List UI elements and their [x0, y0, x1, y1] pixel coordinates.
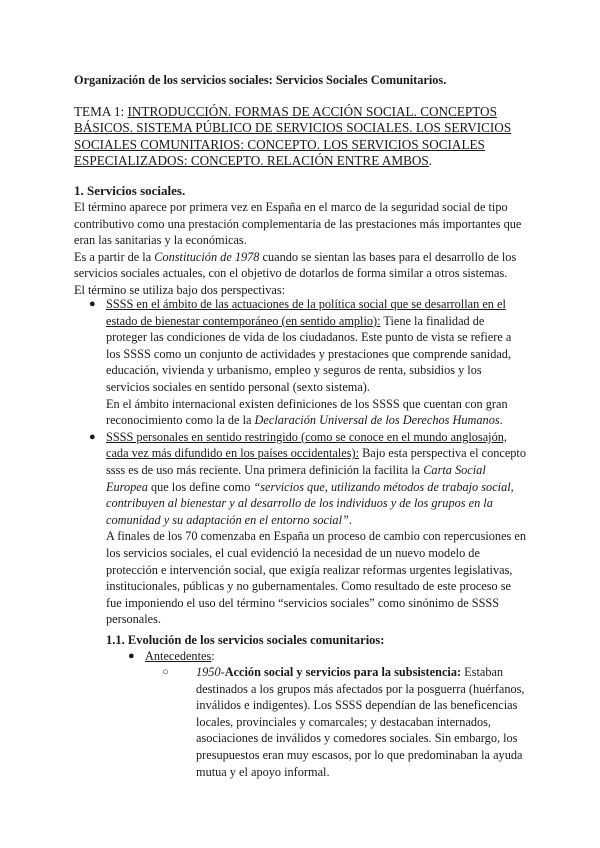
antecedentes-sublist	[162, 664, 526, 780]
section-1-heading: 1. Servicios sociales.	[74, 183, 186, 198]
circle-bullet-icon: ○	[162, 666, 169, 678]
item-1950-text	[196, 664, 526, 780]
tema-title: INTRODUCCIÓN. FORMAS DE ACCIÓN SOCIAL. CONCEPTOS BÁSICOS. SISTEMA PÚBLICO DE SERVICIOS SOCIALES. LOS SERVICIOS SOCIALES COMUNITARIOS: CONCEPTO. LOS SERVICIOS SOCIALES ESPECIALIZADOS: CONCEPTO. RELACIÓN ENTRE AMBOS	[74, 104, 512, 169]
perspective-2-title: SSSS personales en sentido restringido (como se conoce en el mundo anglosajón, cada vez más difundido en los países occidentales):	[106, 429, 507, 461]
bullet-icon: ●	[89, 298, 96, 310]
list-item	[89, 429, 526, 628]
tema-suffix: .	[428, 153, 433, 169]
perspective-1-body: Tiene la finalidad de proteger las condiciones de vida de los ciudadanos. Este punto de vista se refiere a los SSSS como un conjunto de actividades y prestaciones que comprende sanidad, educación, vivienda y urbanismo, empleo y seguros de renta, subsidios y los servicios sociales en sentido personal (sexto sistema).	[106, 313, 512, 394]
perspective-2-carta: Carta Social Europea	[106, 462, 486, 494]
intro-paragraph-3: El término se utiliza bajo dos perspectivas:	[74, 282, 286, 297]
tema-heading	[74, 104, 526, 170]
perspectives-list	[89, 296, 526, 628]
section-1-1-heading: 1.1. Evolución de los servicios sociales comunitarios:	[106, 633, 385, 647]
bullet-icon: ●	[89, 430, 96, 443]
list-item	[89, 296, 526, 429]
list-item	[162, 664, 526, 780]
perspective-1-declaration: Declaración Universal de los Derechos Humanos	[254, 413, 500, 428]
perspective-1-extra	[106, 396, 526, 429]
intro-paragraph-2	[74, 249, 526, 282]
item-1950-body: Estaban destinados a los grupos más afectados por la posguerra (huérfanos, inválidos e indigentes). Los SSSS dependían de las beneficencias locales, provinciales y comarcales; y destacaban internados, asociaciones de inválidos y comedores sociales. Sin embargo, los presupuestos eran muy escasos, por lo que predominaban la ayuda mutua y el apoyo informal.	[196, 665, 525, 779]
tema-prefix: TEMA 1:	[74, 104, 128, 119]
perspective-1-text	[106, 296, 526, 396]
perspective-2-body-b: que los define como	[147, 479, 254, 494]
intro-paragraph-1: El término aparece por primera vez en España en el marco de la seguridad social de tipo contributivo como una prestación complementaria de las prestaciones más importantes que eran las sanitarias y la económicas.	[74, 200, 522, 248]
antecedentes-label	[145, 648, 526, 665]
antecedentes-list	[128, 648, 526, 665]
intro-p2-constitution: Constitución de 1978	[154, 249, 260, 264]
perspective-2-body-c: .	[348, 512, 352, 527]
intro-p2-text-a: Es a partir de la	[74, 249, 155, 264]
perspective-2-body-a: Bajo esta perspectiva el concepto ssss es de uso más reciente. Una primera definición la facilita la	[106, 446, 526, 477]
bullet-icon: ●	[128, 650, 135, 662]
perspective-1-extra-a: En el ámbito internacional existen definiciones de los SSSS que cuentan con gran reconocimiento como la de la	[106, 396, 508, 428]
item-1950-year: 1950	[196, 665, 221, 679]
perspective-2-text	[106, 429, 526, 529]
intro-p2-text-b: cuando se sientan las bases para el desarrollo de los servicios sociales actuales, con el objetivo de dotarlos de forma similar a otros sistemas.	[74, 249, 517, 281]
perspective-2-extra: A finales de los 70 comenzaba en España un proceso de cambio con repercusiones en los servicios sociales, el cual evidenció la necesidad de un nuevo modelo de protección e intervención social, que exigía realizar reformas urgentes legislativas, institucionales, públicas y no gubernamentales. Como resultado de este proceso se fue imponiendo el uso del término “servicios sociales” como sinónimo de SSSS personales.	[106, 529, 526, 627]
document-title: Organización de los servicios sociales: Servicios Sociales Comunitarios.	[74, 73, 447, 87]
antecedentes-text: Antecedentes	[145, 649, 212, 663]
perspective-2-quote: “servicios que, utilizando métodos de trabajo social, contribuyen al bienestar y al desarrollo de los individuos y de los grupos en la comunidad y su adaptación en el entorno social”	[106, 479, 514, 527]
perspective-1-title: SSSS en el ámbito de las actuaciones de la política social que se desarrollan en el estado de bienestar contemporáneo (en sentido amplio):	[106, 297, 506, 328]
item-1950-dash: -	[220, 665, 225, 679]
section-1-intro	[74, 199, 526, 299]
list-item	[128, 648, 526, 665]
antecedentes-colon: :	[211, 649, 215, 663]
perspective-1-extra-b: .	[499, 413, 503, 428]
item-1950-title: Acción social y servicios para la subsistencia:	[224, 665, 462, 679]
